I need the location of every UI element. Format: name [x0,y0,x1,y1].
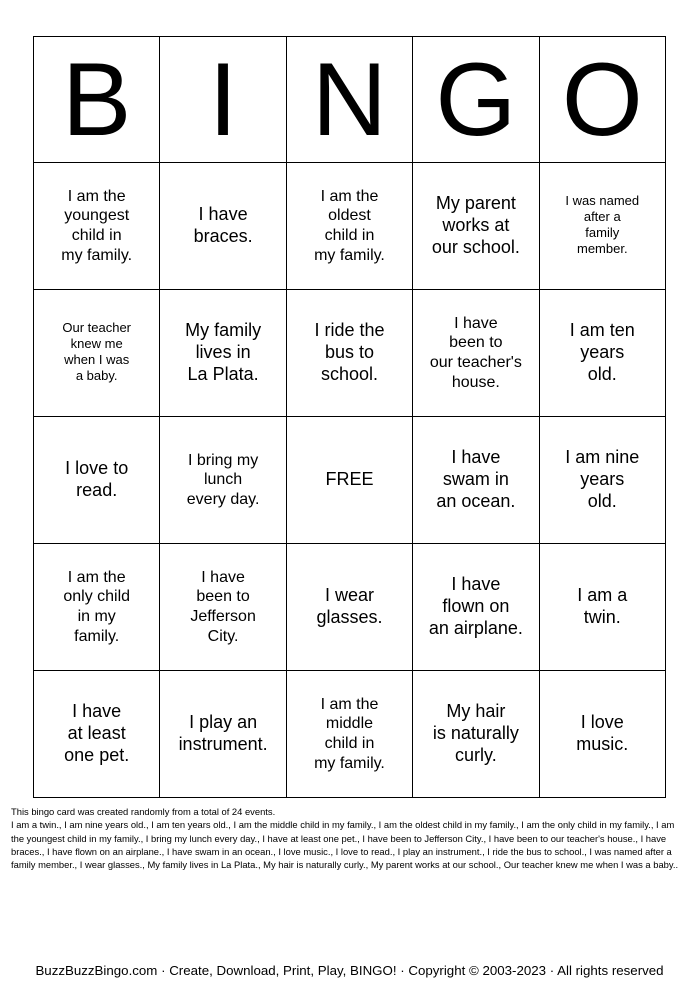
bingo-cell-text: I love to read. [65,458,129,500]
header-letter-i: I [160,37,286,163]
bingo-card [33,36,666,798]
bingo-cell-text: My parent works at our school. [431,193,520,257]
card-row [34,290,666,417]
bingo-cell-text: My family lives in La Plata. [185,320,262,384]
bingo-cell [413,290,539,417]
bingo-cell [413,417,539,544]
card-row [34,163,666,290]
bingo-cell [413,163,539,290]
bingo-cell-text: I have braces. [193,204,253,246]
bingo-cell [34,544,160,671]
header-row [34,37,666,163]
bingo-cell [286,163,412,290]
header-letter-o: O [539,37,665,163]
bingo-cell-text: Our teacher knew me when I was a baby. [62,320,132,384]
bingo-cell-text: I was named after a family member. [565,193,640,257]
bingo-cell-text: I am the oldest child in my family. [314,187,385,264]
bingo-cell [34,163,160,290]
card-row [34,544,666,671]
bingo-cell-text: I am the only child in my family. [63,568,131,645]
footer-copyright: BuzzBuzzBingo.com · Create, Download, Print, Play, BINGO! · Copyright © 2003-2023 · All rights reserved [35,963,664,978]
bingo-cell-text: I have swam in an ocean. [436,447,516,511]
card-row [34,417,666,544]
bingo-cell [34,671,160,798]
events-summary: This bingo card was created randomly from a total of 24 events. [11,806,276,817]
bingo-cell-text: I am ten years old. [569,320,635,384]
bingo-cell-text: I play an instrument. [178,712,268,754]
bingo-cell-text: I love music. [576,712,629,754]
bingo-cell [539,163,665,290]
bingo-cell [539,671,665,798]
card-info [11,805,687,871]
bingo-cell [286,544,412,671]
bingo-cell-text: I have flown on an airplane. [428,574,523,638]
bingo-cell-text: I wear glasses. [316,585,383,627]
bingo-cell [413,671,539,798]
header-letter-b: B [34,37,160,163]
bingo-cell-text: I am the middle child in my family. [314,695,385,772]
bingo-cell [160,290,286,417]
bingo-cell-text: I bring my lunch every day. [186,451,260,508]
bingo-cell [539,544,665,671]
bingo-cell [34,417,160,544]
bingo-cell-text: I am nine years old. [565,447,640,511]
bingo-cell-text: FREE [325,469,374,490]
bingo-cell-text: I ride the bus to school. [314,320,385,384]
bingo-cell [539,417,665,544]
bingo-cell [160,544,286,671]
bingo-cell [160,671,286,798]
header-letter-n: N [286,37,412,163]
header-letter-g: G [413,37,539,163]
bingo-cell [286,671,412,798]
events-list: I am a twin., I am nine years old., I am ten years old., I am the middle child in my family., I am the oldest child in my family., I am the only child in my family., I am the youngest child in my family., I bring my lunch every day., I have at least one pet., I have been to Jefferson City., I have been to our teacher's house., I have braces., I have flown on an airplane., I have swam in an ocean., I love music., I love to read., I play an instrument., I ride the bus to school., I was named after a family member., I wear glasses., My family lives in La Plata., My hair is naturally curly., My parent works at our school., Our teacher knew me when I was a baby.. [11,819,679,871]
bingo-cell-text: I am a twin. [577,585,628,627]
bingo-cell-text: I have at least one pet. [64,701,130,765]
bingo-cell [160,417,286,544]
bingo-cell [413,544,539,671]
bingo-cell [286,290,412,417]
bingo-cell-text: I am the youngest child in my family. [61,187,133,264]
bingo-cell [160,163,286,290]
card-row [34,671,666,798]
bingo-cell [34,290,160,417]
bingo-cell-text: My hair is naturally curly. [432,701,519,765]
bingo-cell-text: I have been to our teacher's house. [429,314,522,391]
bingo-cell [539,290,665,417]
free-space-cell [286,417,412,544]
bingo-cell-text: I have been to Jefferson City. [190,568,256,645]
